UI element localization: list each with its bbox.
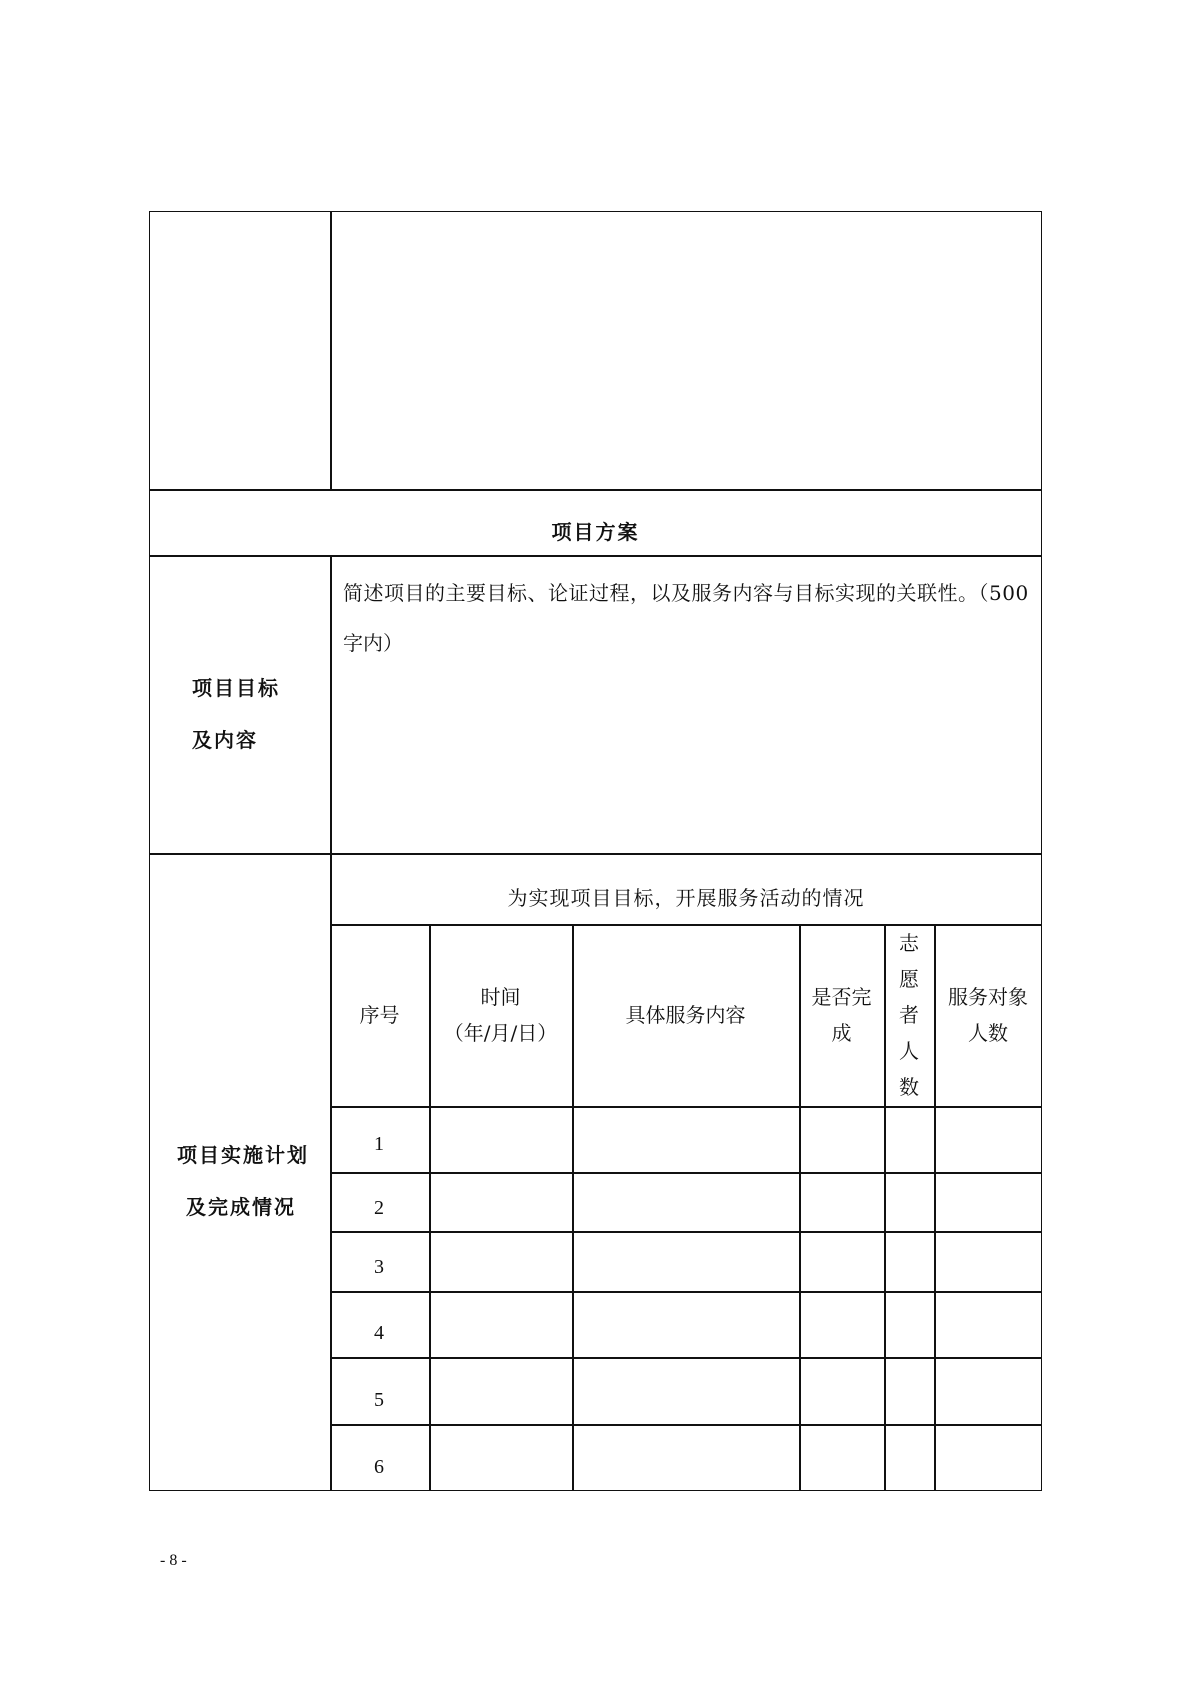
header-content [572,924,799,1106]
header-content-label: 具体服务内容 [625,1003,746,1027]
header-time-line1: 时间 [480,985,521,1009]
goals-instruction-line2: 字内） [343,631,403,655]
plan-label-line2: 及完成情况 [186,1195,296,1219]
header-completed-line1: 是否完 [811,985,872,1009]
header-seq-label: 序号 [359,1003,400,1027]
header-volunteers-char: 志 [899,931,919,955]
row-divider [149,489,1042,491]
header-completed [799,924,884,1106]
goals-instruction-line1: 简述项目的主要目标、论证过程，以及服务内容与目标实现的关联性。（500 [343,581,1029,605]
header-volunteers-char: 数 [899,1075,919,1099]
row-number: 3 [374,1256,384,1278]
plan-label-line1: 项目实施计划 [177,1143,309,1167]
header-time [429,924,572,1106]
header-volunteers-char: 人 [899,1039,919,1063]
row-number: 4 [374,1322,384,1344]
row-number: 1 [374,1133,384,1155]
header-beneficiaries-line1: 服务对象 [948,985,1028,1009]
header-time-line2: （年/月/日） [443,1021,558,1045]
header-seq [330,924,429,1106]
row-number: 2 [374,1197,384,1219]
page-number: - 8 - [160,1552,187,1569]
header-beneficiaries-line2: 人数 [968,1021,1008,1045]
header-volunteers [884,924,934,1106]
row-number: 6 [374,1456,384,1478]
form-table [149,211,1042,1491]
header-volunteers-char: 者 [899,1003,919,1027]
table-caption: 为实现项目目标，开展服务活动的情况 [507,886,865,910]
header-completed-line2: 成 [831,1021,852,1045]
goals-label-line2: 及内容 [192,728,258,752]
section-title: 项目方案 [551,520,640,544]
row-divider [149,555,1042,557]
row-number: 5 [374,1389,384,1411]
header-beneficiaries [934,924,1042,1106]
goals-label-line1: 项目目标 [192,676,280,700]
column-divider [330,211,332,489]
header-volunteers-char: 愿 [899,967,919,991]
row-divider [149,853,1042,855]
